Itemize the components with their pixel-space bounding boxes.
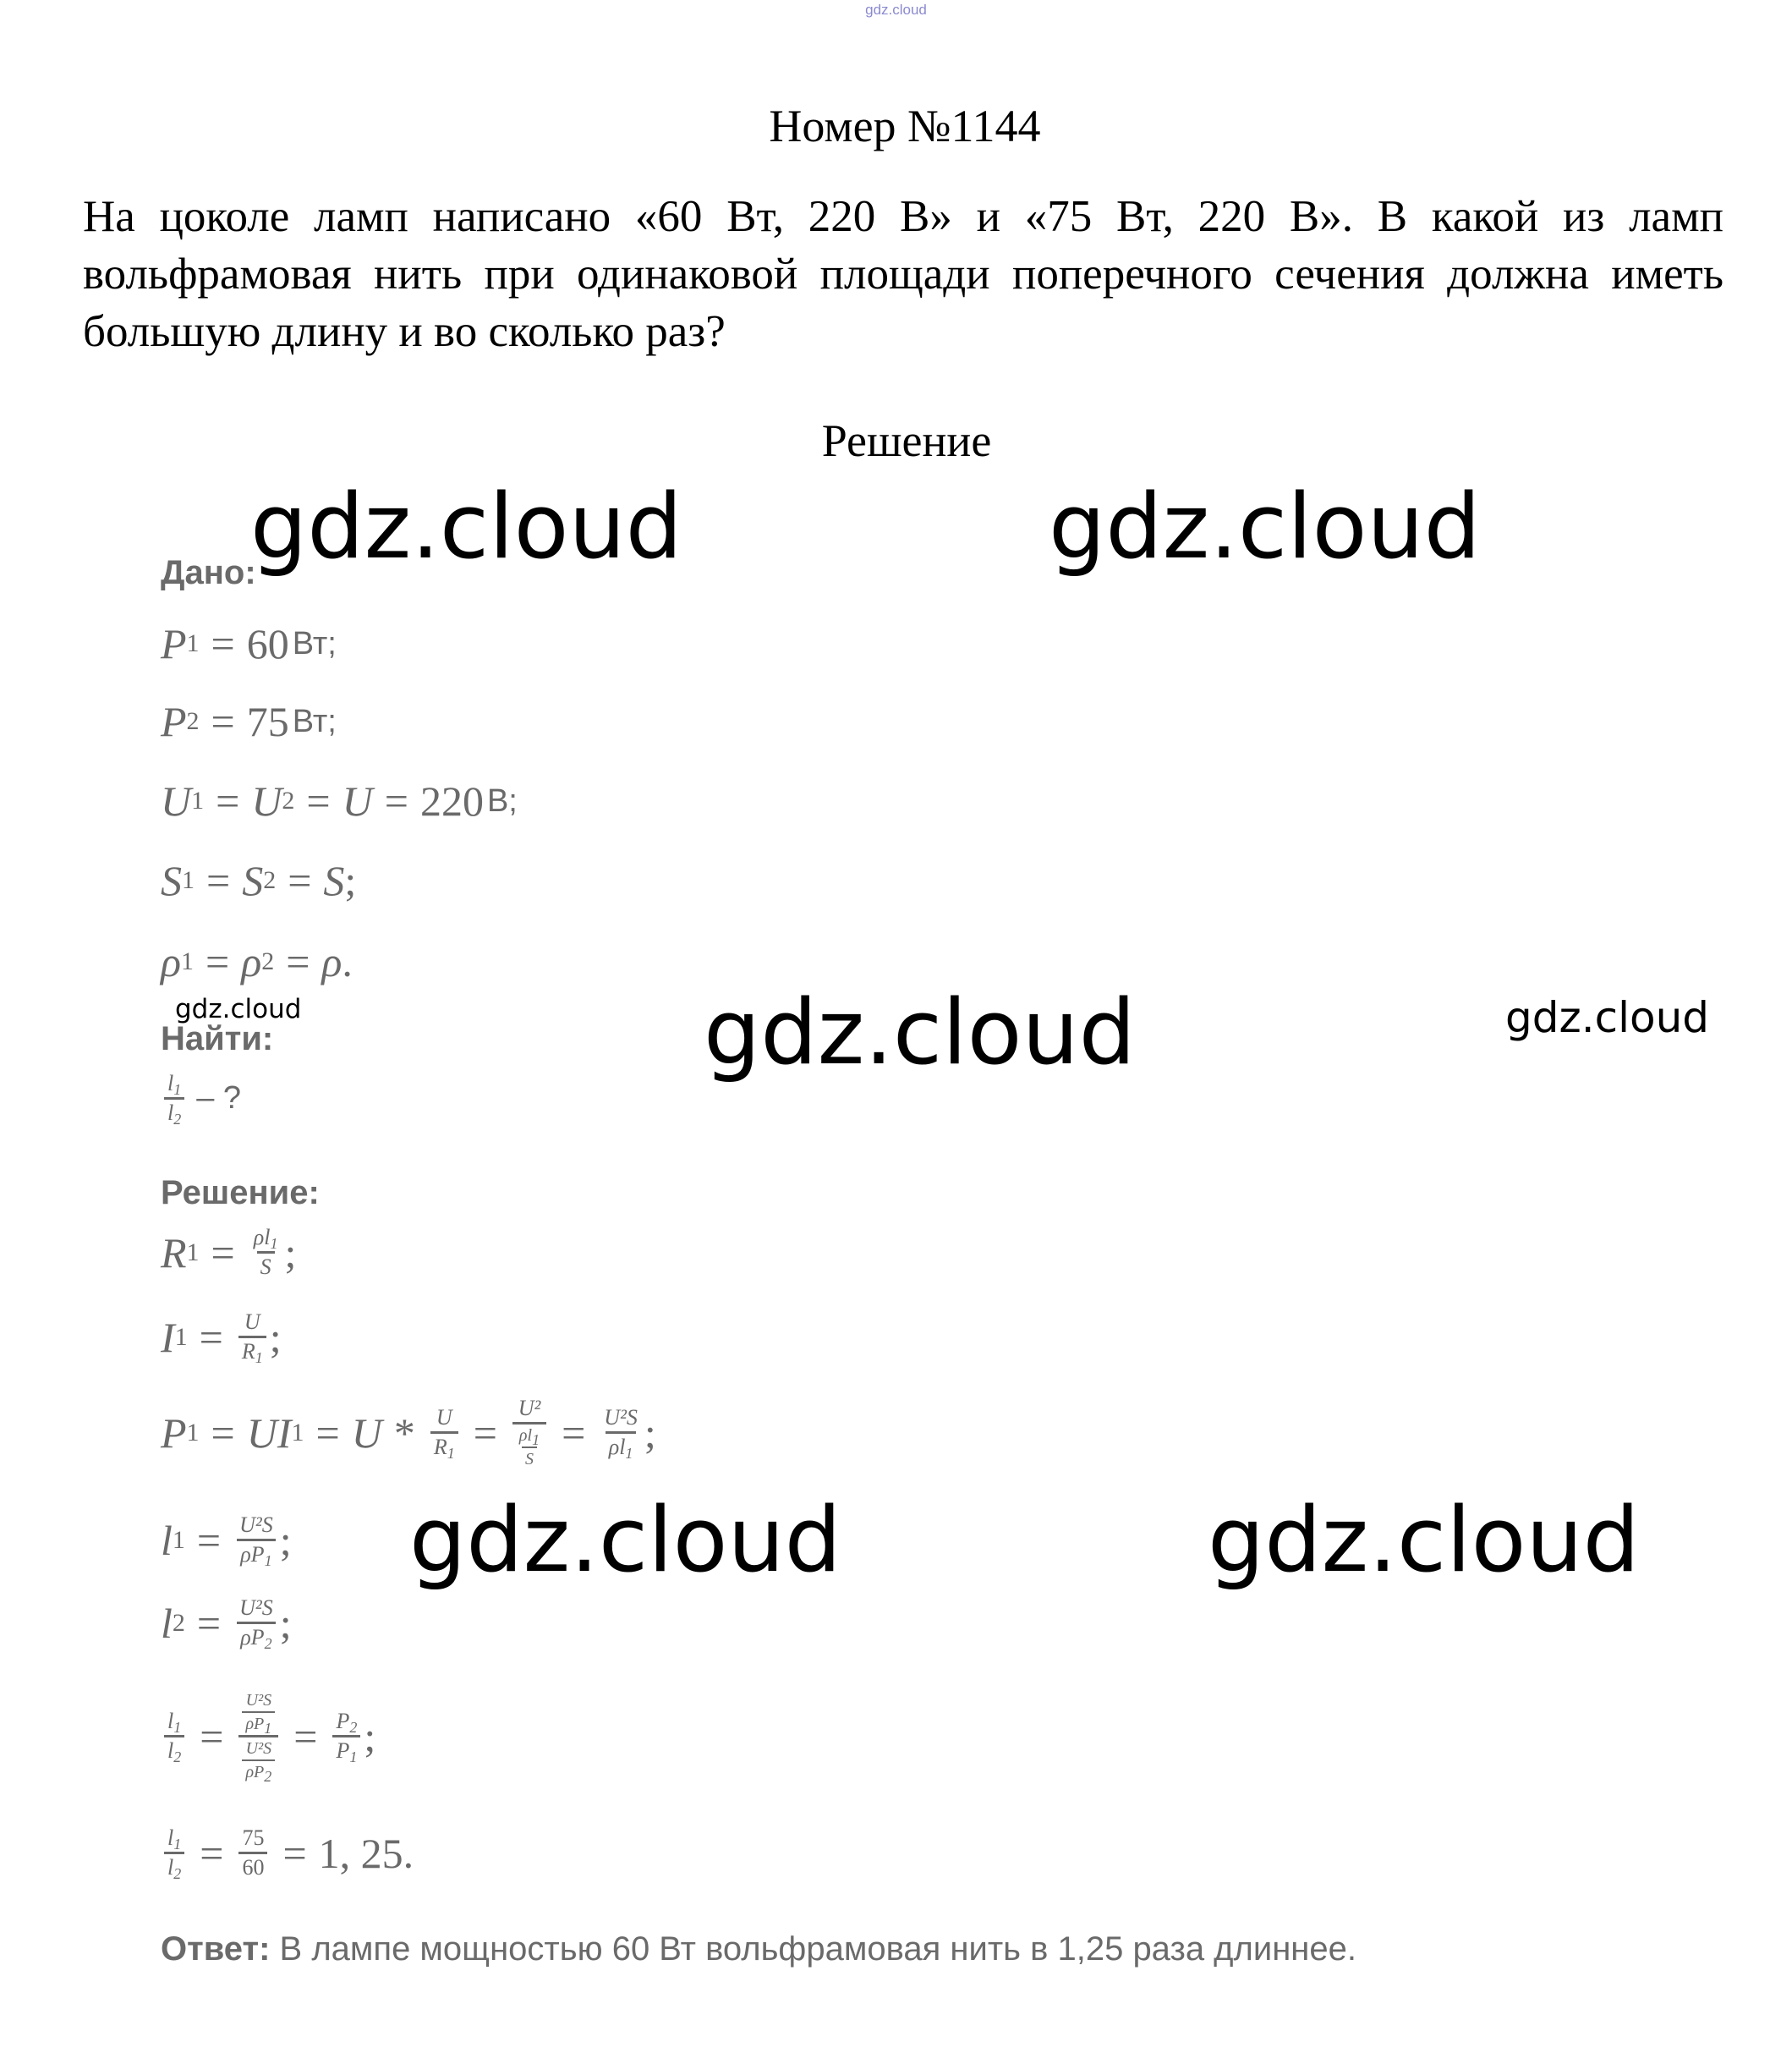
answer (161, 1930, 1356, 1968)
eq-current: I 1 = $\frac{U}{R_1}$ ; (161, 1309, 282, 1366)
given-label: Дано: (161, 554, 256, 591)
eq-ratio: $\frac{l_1}{l_2}$ = $\frac{\frac{\text{U²S}}{\rho P_1}}{\frac{\text{U²S}}{\rho P_2}}$ = $\frac{P_2}{P_1}$ ; (161, 1692, 375, 1781)
p2-value: 75 (246, 698, 289, 745)
watermark: gdz.cloud (1208, 1488, 1640, 1592)
watermark: gdz.cloud (1505, 993, 1710, 1042)
answer-text: В лампе мощностью 60 Вт вольфрамовая нить в 1,25 раза длиннее. (279, 1930, 1356, 1968)
watermark: gdz.cloud (409, 1488, 841, 1592)
solution-heading: Решение (821, 415, 992, 466)
page-title: Номер №1144 (769, 101, 1041, 151)
result-value: 1, 25. (318, 1829, 414, 1877)
eq-power: P 1 = UI 1 = U * $\frac{U}{R_1}$ = $\frac{\text{U²}}{\frac{\rho l_1}{S}}$ = $\frac{\text{U²S}}{\rho l_1}$ ; (161, 1396, 656, 1468)
given-resistivity: ρ 1 = ρ 2 = ρ . (161, 938, 353, 985)
solution-label: Решение: (161, 1174, 320, 1211)
problem-statement: На цоколе ламп написано «60 Вт, 220 В» и «75 Вт, 220 В». В какой из ламп вольфрамовая нить при одинаковой площади поперечного сечения должна иметь большую длину и во сколько раз? (83, 192, 1723, 356)
u-unit: В; (486, 782, 518, 819)
watermark: gdz.cloud (175, 994, 302, 1024)
p1-unit: Вт; (292, 625, 337, 661)
given-area: S 1 = S 2 = S ; (161, 857, 357, 904)
watermark: gdz.cloud (250, 475, 682, 579)
watermark: gdz.cloud (704, 980, 1136, 1084)
p1-value: 60 (246, 620, 289, 667)
ratio-fraction: $\frac{l_1}{l_2}$ (164, 1073, 184, 1124)
eq-result: $\frac{l_1}{l_2}$ = $\frac{75}{60}$ = 1, 25. (161, 1827, 414, 1879)
u-value: 220 (419, 777, 484, 825)
watermark: gdz.cloud (1049, 475, 1481, 579)
find-ratio (161, 1071, 242, 1128)
answer-prefix: Ответ: (161, 1930, 271, 1968)
ratio-den: 60 (238, 1852, 267, 1879)
top-watermark: gdz.cloud (865, 2, 927, 18)
find-suffix: – ? (196, 1080, 242, 1116)
given-p2: P 2 = 75 Вт; (161, 698, 337, 745)
ratio-num: 75 (242, 1825, 265, 1850)
p2-unit: Вт; (292, 703, 337, 739)
eq-resistance: R 1 = $\frac{\rho l_1}{S}$ ; (161, 1225, 297, 1279)
given-voltage: U 1 = U 2 = U = 220 В; (161, 777, 518, 825)
given-p1: P 1 = 60 Вт; (161, 620, 337, 667)
find-label: Найти: (161, 1020, 274, 1057)
eq-length1: l 1 = $\frac{\text{U²S}}{\rho P_1}$ ; (161, 1512, 292, 1569)
eq-length2: l 2 = $\frac{\text{U²S}}{\rho P_2}$ ; (161, 1595, 292, 1652)
